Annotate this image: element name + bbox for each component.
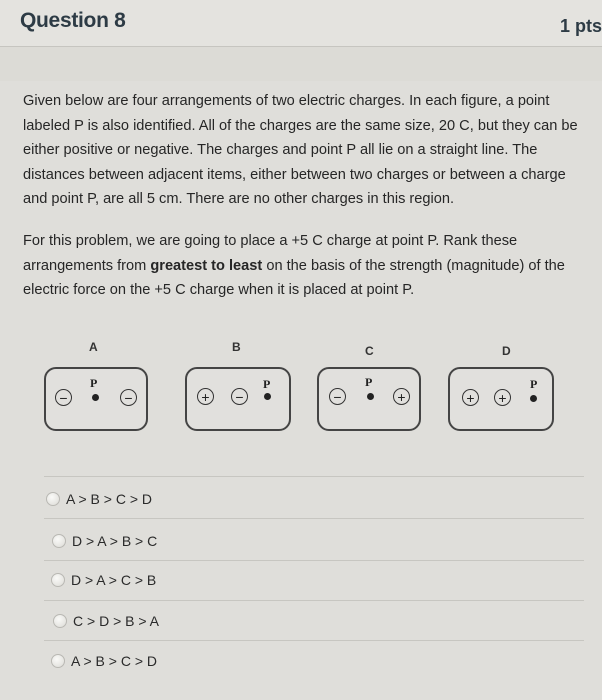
answer-option-1[interactable] — [46, 488, 152, 510]
point-p-dot — [264, 393, 271, 400]
paragraph-2-emphasis: greatest to least — [150, 257, 263, 274]
point-p-dot — [92, 394, 99, 401]
answer-option-label: A > B > C > D — [66, 491, 152, 507]
figure-label-b: B — [232, 340, 241, 354]
negative-charge-icon: − — [120, 389, 137, 406]
header-band — [0, 47, 602, 81]
radio-button[interactable] — [46, 492, 60, 506]
negative-charge-icon: − — [329, 388, 346, 405]
positive-charge-icon: + — [462, 389, 479, 406]
radio-button[interactable] — [52, 534, 66, 548]
figure-c-box — [317, 367, 421, 431]
figure-a-box — [44, 367, 148, 431]
positive-charge-icon: + — [393, 388, 410, 405]
question-points: 1 pts — [559, 16, 602, 36]
answer-option-label: A > B > C > D — [71, 653, 157, 669]
divider — [44, 560, 584, 561]
positive-charge-icon: + — [197, 388, 214, 405]
question-header — [0, 0, 602, 47]
charge-figures — [0, 330, 602, 440]
point-p-dot — [530, 395, 537, 402]
divider — [44, 640, 584, 641]
answer-option-2[interactable] — [52, 530, 157, 552]
answer-option-label: C > D > B > A — [73, 613, 159, 629]
positive-charge-icon: + — [494, 389, 511, 406]
divider — [44, 600, 584, 601]
answer-option-label: D > A > B > C — [72, 533, 158, 549]
figure-label-a: A — [89, 340, 98, 354]
answer-option-4[interactable] — [53, 610, 159, 632]
radio-button[interactable] — [53, 614, 67, 628]
question-paragraph-2 — [23, 229, 583, 303]
radio-button[interactable] — [51, 654, 65, 668]
negative-charge-icon: − — [231, 388, 248, 405]
radio-button[interactable] — [51, 573, 65, 587]
point-p-label: P — [90, 376, 98, 390]
point-p-label: P — [263, 377, 271, 391]
figure-d-box — [448, 367, 554, 431]
point-p-dot — [367, 393, 374, 400]
point-p-label: P — [530, 377, 538, 391]
divider — [44, 518, 584, 519]
point-p-label: P — [365, 375, 373, 389]
figure-b-box — [185, 367, 291, 431]
paragraph-2-text-a: For this problem, we are going to place a +5 C charge at point P. Rank these arrangements from — [23, 233, 518, 274]
answer-option-5[interactable] — [51, 650, 157, 672]
question-paragraph-1: Given below are four arrangements of two electric charges. In each figure, a point labeled P is also identified. All of the charges are the same size, 20 C, but they can be either positive or negative. The charges and point P all lie on a straight line. The distances between adjacent items, either between two charges or between a charge and point P, are all 5 cm. There are no other charges in this region. — [23, 93, 578, 207]
figure-label-c: C — [365, 344, 374, 358]
figure-label-d: D — [502, 344, 511, 358]
divider — [44, 476, 584, 477]
negative-charge-icon: − — [55, 389, 72, 406]
answer-option-3[interactable] — [51, 569, 156, 591]
question-title: Question 8 — [20, 9, 126, 32]
paragraph-2-text-b: on the basis of the strength (magnitude) of the electric force on the +5 C charge when it is placed at point P. — [23, 257, 565, 298]
answer-option-label: D > A > C > B — [71, 572, 157, 588]
